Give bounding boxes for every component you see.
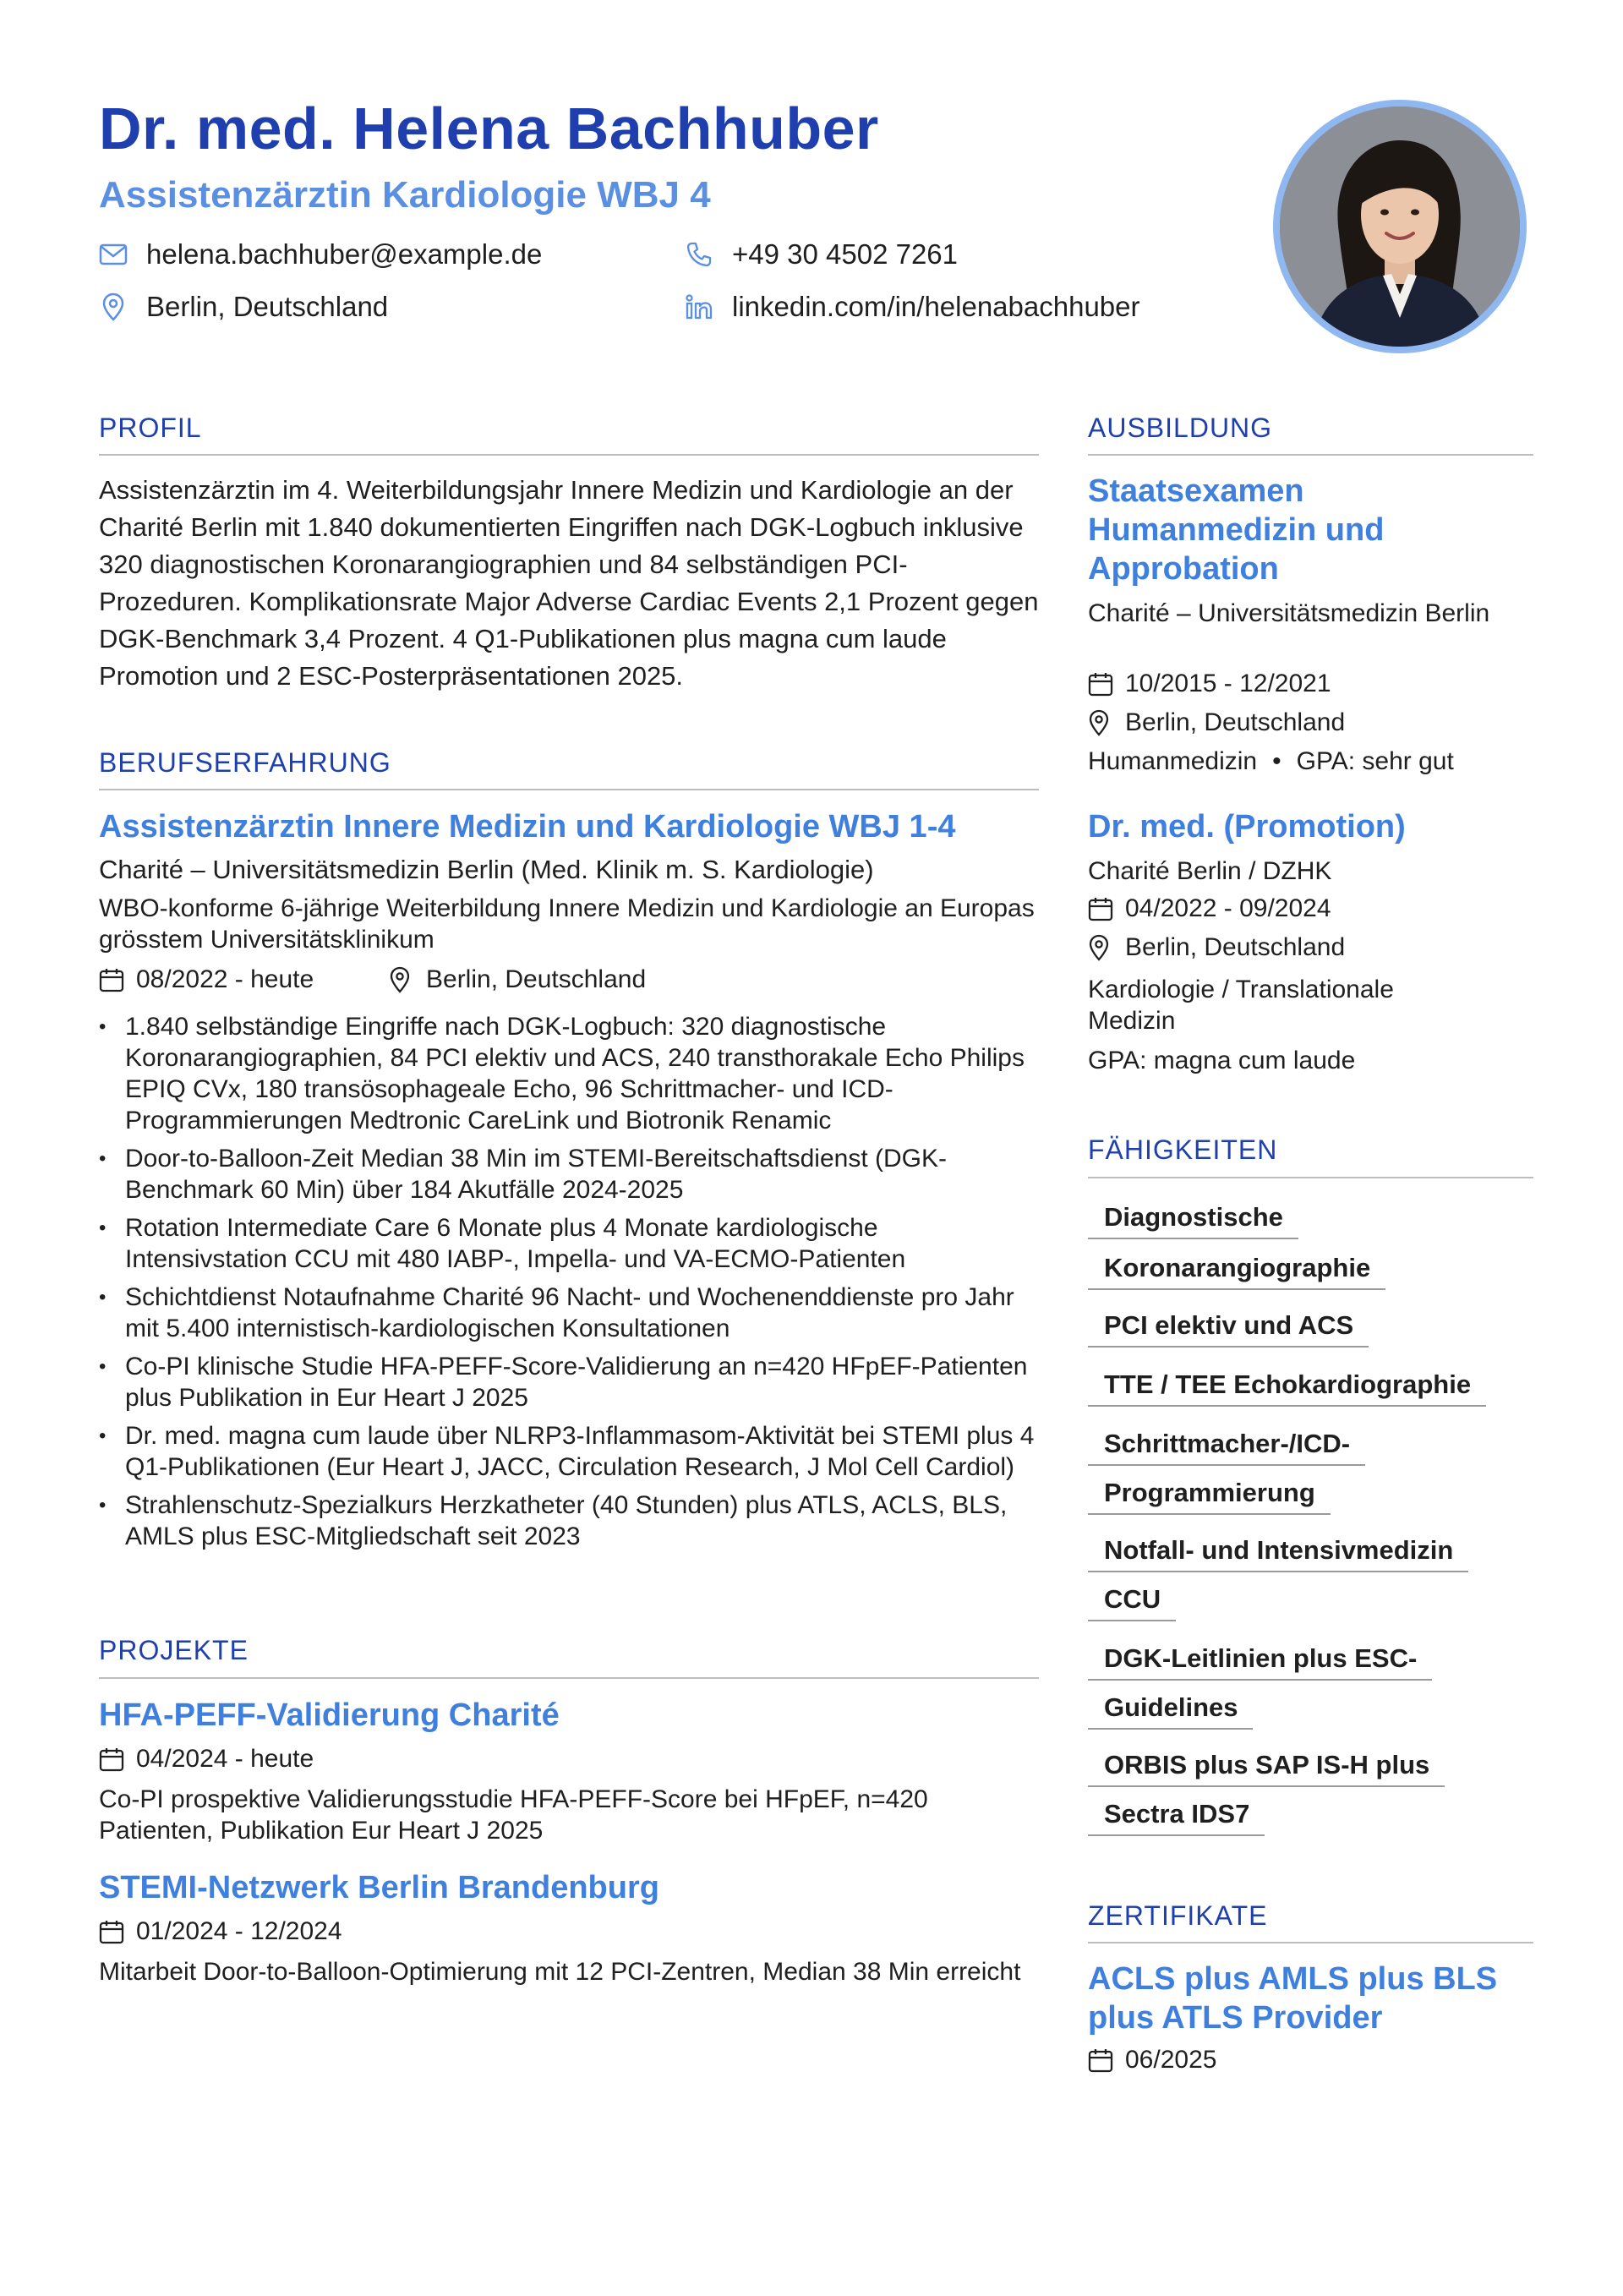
job-bullet-list bbox=[99, 1011, 1039, 1559]
linkedin-icon bbox=[685, 292, 713, 321]
education-title: Dr. med. (Promotion) bbox=[1088, 809, 1406, 845]
skill-tag: Notfall- und Intensivmedizin bbox=[1088, 1533, 1468, 1572]
section-divider bbox=[1088, 454, 1533, 456]
certificate-title: ACLS plus AMLS plus BLS plus ATLS Provider bbox=[1088, 1961, 1498, 2036]
job-bullet: • Strahlenschutz-Spezialkurs Herzkatheter (40 Stunden) plus ATLS, ACLS, BLS, AMLS plus ESC-Mitgliedschaft seit 2023 bbox=[99, 1490, 1039, 1552]
job-title: Assistenzärztin Innere Medizin und Kardiologie WBJ 1-4 bbox=[99, 809, 956, 845]
education-location bbox=[1088, 933, 1345, 962]
job-date-text: 08/2022 - heute bbox=[136, 965, 314, 993]
skill-tag: Guidelines bbox=[1088, 1691, 1253, 1730]
skill-tag: ORBIS plus SAP IS-H plus bbox=[1088, 1748, 1445, 1787]
education-field: Humanmedizin bbox=[1088, 747, 1258, 775]
contact-linkedin[interactable] bbox=[685, 291, 1140, 323]
skill-tag: DGK-Leitlinien plus ESC- bbox=[1088, 1642, 1432, 1681]
education-date-text: 04/2022 - 09/2024 bbox=[1125, 894, 1331, 922]
job-bullet: • Rotation Intermediate Care 6 Monate plus 4 Monate kardiologische Intensivstation CCU mit 480 IABP-, Impella- und VA-ECMO-Patienten bbox=[99, 1212, 1039, 1275]
project-description: Mitarbeit Door-to-Balloon-Optimierung mit 12 PCI-Zentren, Median 38 Min erreicht bbox=[99, 1958, 1021, 1986]
contact-email[interactable] bbox=[99, 238, 542, 271]
project-date bbox=[99, 1745, 314, 1774]
job-bullet: • Dr. med. magna cum laude über NLRP3-Inflammasom-Aktivität bei STEMI plus 4 Q1-Publikationen (Eur Heart J, JACC, Circulation Research, J Mol Cell Cardiol) bbox=[99, 1420, 1039, 1483]
education-field: Kardiologie / Translationale Medizin bbox=[1088, 976, 1394, 1035]
section-divider bbox=[99, 1677, 1039, 1679]
project-description: Co-PI prospektive Validierungsstudie HFA-PEFF-Score bei HFpEF, n=420 Patienten, Publikation Eur Heart J 2025 bbox=[99, 1785, 928, 1845]
skill-tag: Programmierung bbox=[1088, 1476, 1331, 1515]
job-location-text: Berlin, Deutschland bbox=[426, 965, 647, 993]
map-pin-icon bbox=[389, 966, 416, 993]
education-location-text: Berlin, Deutschland bbox=[1125, 933, 1346, 961]
job-location bbox=[389, 965, 646, 994]
skill-tag: Sectra IDS7 bbox=[1088, 1797, 1265, 1836]
skill-tag: Schrittmacher-/ICD- bbox=[1088, 1427, 1365, 1466]
education-gpa: GPA: magna cum laude bbox=[1088, 1047, 1356, 1074]
skill-tag: TTE / TEE Echokardiographie bbox=[1088, 1368, 1486, 1407]
profile-photo bbox=[1273, 100, 1527, 353]
map-pin-icon bbox=[1088, 934, 1115, 961]
section-divider bbox=[99, 789, 1039, 790]
map-pin-icon bbox=[99, 292, 128, 321]
education-location-text: Berlin, Deutschland bbox=[1125, 708, 1346, 736]
job-description: WBO-konforme 6-jährige Weiterbildung Innere Medizin und Kardiologie an Europas grösstem Universitätsklinikum bbox=[99, 894, 1035, 954]
skill-tag: Diagnostische bbox=[1088, 1200, 1298, 1239]
job-date bbox=[99, 965, 314, 994]
phone-icon bbox=[685, 240, 713, 269]
profile-summary: Assistenzärztin im 4. Weiterbildungsjahr Innere Medizin und Kardiologie an der Charité Berlin mit 1.840 dokumentierten Eingriffen nach DGK-Logbuch inklusive 320 diagnostischen Koronarangiographien und 84 selbständigen PCI-Prozeduren. Komplikationsrate Major Adverse Cardiac Events 2,1 Prozent gegen DGK-Benchmark 3,4 Prozent. 4 Q1-Publikationen plus magna cum laude Promotion und 2 ESC-Posterpräsentationen 2025. bbox=[99, 475, 1039, 691]
job-bullet: • Door-to-Balloon-Zeit Median 38 Min im STEMI-Bereitschaftsdienst (DGK-Benchmark 60 Min) über 184 Akutfälle 2024-2025 bbox=[99, 1143, 1039, 1205]
section-divider bbox=[99, 454, 1039, 456]
contact-phone-text: +49 30 4502 7261 bbox=[732, 238, 959, 270]
project-date-text: 04/2024 - heute bbox=[136, 1745, 314, 1773]
certificate-date-text: 06/2025 bbox=[1125, 2046, 1217, 2074]
skill-tag: CCU bbox=[1088, 1583, 1176, 1621]
skill-tag: Koronarangiographie bbox=[1088, 1251, 1385, 1290]
contact-location bbox=[99, 291, 388, 323]
project-title: STEMI-Netzwerk Berlin Brandenburg bbox=[99, 1870, 659, 1905]
section-title-skills: FÄHIGKEITEN bbox=[1088, 1134, 1278, 1165]
education-date bbox=[1088, 894, 1331, 923]
job-bullet: • Co-PI klinische Studie HFA-PEFF-Score-Validierung an n=420 HFpEF-Patienten plus Publikation in Eur Heart J 2025 bbox=[99, 1351, 1039, 1413]
contact-linkedin-text: linkedin.com/in/helenabachhuber bbox=[732, 291, 1140, 322]
project-date-text: 01/2024 - 12/2024 bbox=[136, 1917, 342, 1945]
calendar-icon bbox=[99, 1746, 126, 1773]
education-school: Charité Berlin / DZHK bbox=[1088, 857, 1332, 885]
education-school: Charité – Universitätsmedizin Berlin bbox=[1088, 599, 1490, 627]
education-title: Staatsexamen Humanmedizin und Approbation bbox=[1088, 473, 1385, 587]
calendar-icon bbox=[99, 1918, 126, 1945]
section-title-profil: PROFIL bbox=[99, 413, 202, 443]
calendar-icon bbox=[1088, 895, 1115, 922]
certificate-date bbox=[1088, 2046, 1216, 2075]
calendar-icon bbox=[1088, 670, 1115, 697]
map-pin-icon bbox=[1088, 709, 1115, 736]
envelope-icon bbox=[99, 240, 128, 269]
education-field-gpa bbox=[1088, 747, 1454, 776]
education-date-text: 10/2015 - 12/2021 bbox=[1125, 670, 1331, 697]
job-bullet: • Schichtdienst Notaufnahme Charité 96 Nacht- und Wochenenddienste pro Jahr mit 5.400 internistisch-kardiologischen Konsultationen bbox=[99, 1282, 1039, 1344]
separator-dot: • bbox=[1272, 747, 1281, 775]
section-title-certificates: ZERTIFIKATE bbox=[1088, 1900, 1268, 1931]
contact-location-text: Berlin, Deutschland bbox=[146, 291, 389, 322]
section-title-education: AUSBILDUNG bbox=[1088, 413, 1273, 443]
project-date bbox=[99, 1917, 342, 1946]
job-employer: Charité – Universitätsmedizin Berlin (Med. Klinik m. S. Kardiologie) bbox=[99, 855, 874, 884]
job-bullet: • 1.840 selbständige Eingriffe nach DGK-Logbuch: 320 diagnostische Koronarangiographien, 84 PCI elektiv und ACS, 240 transthorakale Echo Philips EPIQ CVx, 180 transösophageale Echo, 96 Schrittmacher- und ICD-Programmierungen Medtronic CareLink und Biotronik Renamic bbox=[99, 1011, 1039, 1136]
section-title-experience: BERUFSERFAHRUNG bbox=[99, 747, 391, 778]
project-title: HFA-PEFF-Validierung Charité bbox=[99, 1697, 560, 1733]
section-divider bbox=[1088, 1177, 1533, 1178]
skill-tag: PCI elektiv und ACS bbox=[1088, 1309, 1369, 1348]
calendar-icon bbox=[1088, 2047, 1115, 2074]
candidate-name: Dr. med. Helena Bachhuber bbox=[99, 96, 879, 161]
education-location bbox=[1088, 708, 1345, 737]
contact-email-text: helena.bachhuber@example.de bbox=[146, 238, 543, 270]
education-date bbox=[1088, 670, 1331, 698]
section-divider bbox=[1088, 1942, 1533, 1943]
section-title-projects: PROJEKTE bbox=[99, 1635, 249, 1665]
calendar-icon bbox=[99, 966, 126, 993]
education-gpa: GPA: sehr gut bbox=[1296, 747, 1454, 775]
contact-phone[interactable] bbox=[685, 238, 958, 271]
candidate-headline: Assistenzärztin Kardiologie WBJ 4 bbox=[99, 174, 711, 216]
